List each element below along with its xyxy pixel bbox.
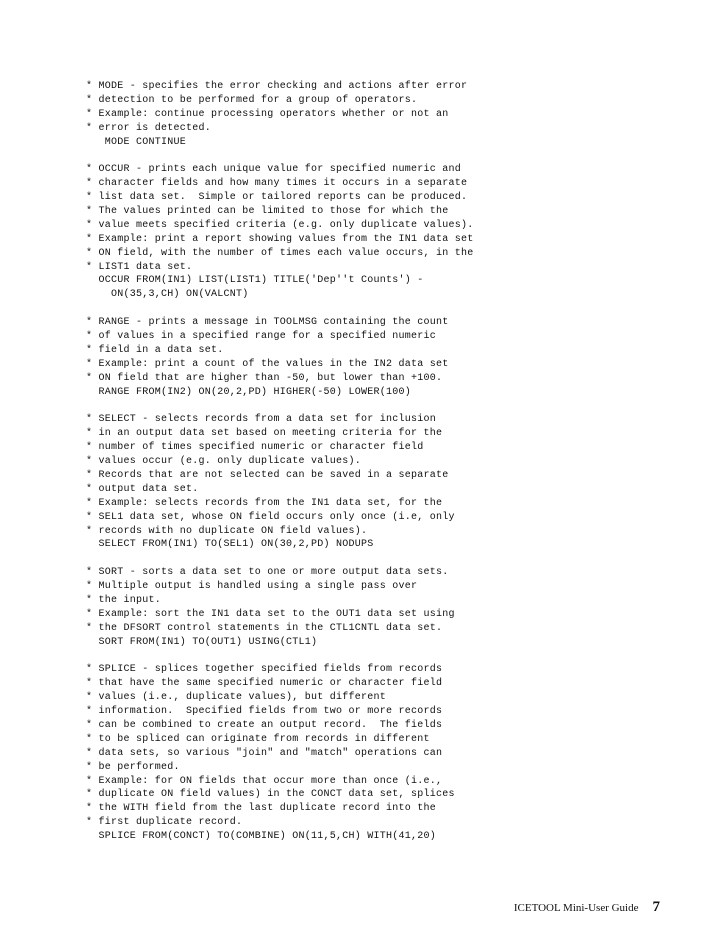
- code-line: * LIST1 data set.: [86, 261, 193, 273]
- code-line: * detection to be performed for a group of operators.: [86, 94, 418, 106]
- code-line: * the WITH field from the last duplicate record into the: [86, 803, 437, 815]
- code-line: * values (i.e., duplicate values), but different: [86, 692, 387, 704]
- code-line: * The values printed can be limited to those for which the: [86, 206, 449, 218]
- section-mode: [86, 80, 686, 149]
- code-line: * values occur (e.g. only duplicate values).: [86, 456, 362, 468]
- code-line: * ON field that are higher than -50, but lower than +100.: [86, 372, 443, 384]
- code-line: * duplicate ON field values) in the CONCT data set, splices: [86, 789, 455, 801]
- code-line: ON(35,3,CH) ON(VALCNT): [86, 289, 249, 301]
- code-line: * Example: print a report showing values from the IN1 data set: [86, 233, 474, 245]
- code-line: * SORT - sorts a data set to one or more output data sets.: [86, 567, 449, 579]
- code-line: * to be spliced can originate from records in different: [86, 733, 430, 745]
- code-line: * SEL1 data set, whose ON field occurs only once (i.e, only: [86, 511, 455, 523]
- page-footer: [514, 899, 660, 916]
- code-line: * in an output data set based on meeting criteria for the: [86, 428, 443, 440]
- code-line: * field in a data set.: [86, 344, 224, 356]
- code-line: SELECT FROM(IN1) TO(SEL1) ON(30,2,PD) NODUPS: [86, 539, 374, 551]
- code-line: * RANGE - prints a message in TOOLMSG containing the count: [86, 317, 449, 329]
- code-line: * Example: for ON fields that occur more than once (i.e.,: [86, 775, 443, 787]
- code-line: * character fields and how many times it occurs in a separate: [86, 178, 468, 190]
- section-splice: [86, 663, 686, 844]
- page-number: 7: [652, 899, 660, 915]
- code-line: MODE CONTINUE: [86, 136, 187, 148]
- code-line: * be performed.: [86, 761, 180, 773]
- code-line: SORT FROM(IN1) TO(OUT1) USING(CTL1): [86, 636, 318, 648]
- code-line: * value meets specified criteria (e.g. only duplicate values).: [86, 219, 474, 231]
- section-sort: [86, 566, 686, 649]
- code-line: * that have the same specified numeric or character field: [86, 678, 443, 690]
- section-gap: [86, 552, 686, 566]
- code-line: * SPLICE - splices together specified fields from records: [86, 664, 443, 676]
- section-gap: [86, 302, 686, 316]
- code-line: RANGE FROM(IN2) ON(20,2,PD) HIGHER(-50) LOWER(100): [86, 386, 412, 398]
- code-line: * OCCUR - prints each unique value for specified numeric and: [86, 164, 462, 176]
- code-line: * Example: selects records from the IN1 data set, for the: [86, 497, 443, 509]
- section-gap: [86, 149, 686, 163]
- code-line: * number of times specified numeric or character field: [86, 442, 424, 454]
- code-line: * error is detected.: [86, 122, 212, 134]
- code-line: * Multiple output is handled using a single pass over: [86, 581, 418, 593]
- code-line: * data sets, so various "join" and "match" operations can: [86, 747, 443, 759]
- code-line: * Example: sort the IN1 data set to the OUT1 data set using: [86, 608, 455, 620]
- code-line: * list data set. Simple or tailored reports can be produced.: [86, 192, 468, 204]
- code-line: * output data set.: [86, 483, 199, 495]
- code-line: SPLICE FROM(CONCT) TO(COMBINE) ON(11,5,CH) WITH(41,20): [86, 831, 437, 843]
- code-line: * Example: continue processing operators whether or not an: [86, 108, 449, 120]
- code-line: * Example: print a count of the values in the IN2 data set: [86, 358, 449, 370]
- code-line: * records with no duplicate ON field values).: [86, 525, 368, 537]
- code-listing: [86, 80, 686, 844]
- footer-guide-title: ICETOOL Mini-User Guide: [513, 902, 639, 914]
- code-line: * can be combined to create an output record. The fields: [86, 719, 443, 731]
- code-line: * information. Specified fields from two or more records: [86, 706, 443, 718]
- code-line: * MODE - specifies the error checking and actions after error: [86, 81, 468, 92]
- code-line: * ON field, with the number of times each value occurs, in the: [86, 247, 474, 259]
- code-line: * SELECT - selects records from a data set for inclusion: [86, 414, 437, 426]
- section-select: [86, 413, 686, 552]
- code-line: * the input.: [86, 594, 162, 606]
- section-gap: [86, 399, 686, 413]
- section-range: [86, 316, 686, 399]
- code-line: * the DFSORT control statements in the CTL1CNTL data set.: [86, 622, 443, 634]
- code-line: OCCUR FROM(IN1) LIST(LIST1) TITLE('Dep''t Counts') -: [86, 275, 424, 287]
- code-line: * of values in a specified range for a specified numeric: [86, 331, 437, 343]
- section-occur: [86, 163, 686, 302]
- section-gap: [86, 650, 686, 664]
- code-line: * Records that are not selected can be saved in a separate: [86, 469, 449, 481]
- code-line: * first duplicate record.: [86, 817, 243, 829]
